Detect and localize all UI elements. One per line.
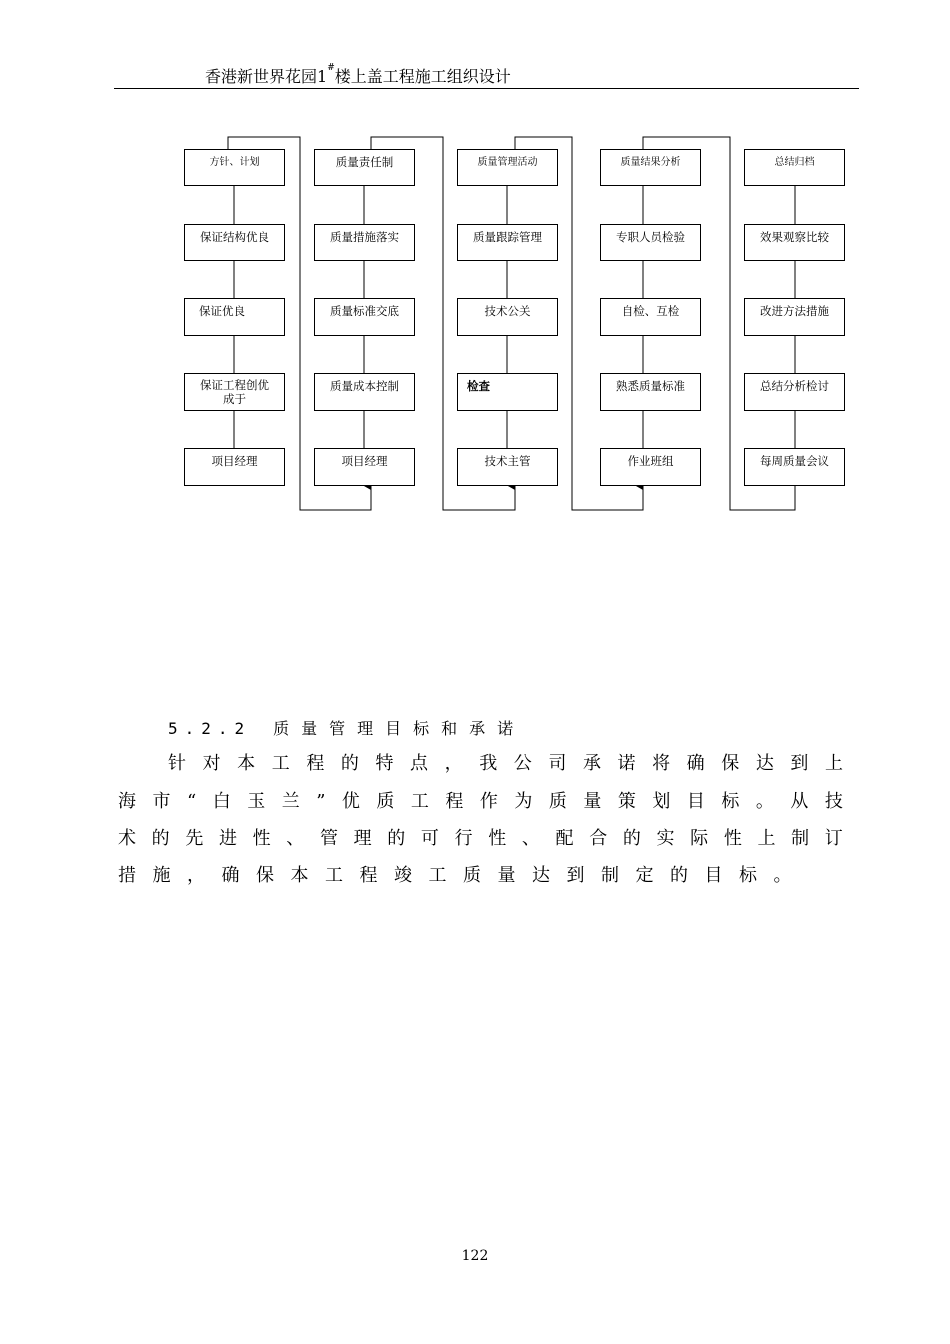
box-weekly-quality-meeting: 每周质量会议: [744, 448, 845, 486]
box-inspection: 检查: [457, 373, 558, 411]
box-improve-methods: 改进方法措施: [744, 298, 845, 336]
box-technical-tackling: 技术公关: [457, 298, 558, 336]
box-dedicated-inspection: 专职人员检验: [600, 224, 701, 261]
box-quality-management-activity: 质量管理活动: [457, 149, 558, 186]
box-policy-plan: 方针、计划: [184, 149, 285, 186]
header-title-prefix: 香港新世界花园1: [205, 67, 328, 86]
box-quality-result-analysis: 质量结果分析: [600, 149, 701, 186]
section-heading: [168, 716, 525, 739]
header-title-suffix: 楼上盖工程施工组织设计: [334, 67, 511, 86]
box-ensure-quality: 保证优良: [184, 298, 285, 336]
box-quality-cost-control: 质量成本控制: [314, 373, 415, 411]
box-summary-archive: 总结归档: [744, 149, 845, 186]
box-project-excellence: 保证工程创优成于: [184, 373, 285, 411]
box-quality-standard-briefing: 质量标准交底: [314, 298, 415, 336]
paragraph-line-1: 针 对 本 工 程 的 特 点 ， 我 公 司 承 诺 将 确 保 达 到 上: [168, 753, 843, 774]
box-quality-responsibility: 质量责任制: [314, 149, 415, 186]
box-work-team: 作业班组: [600, 448, 701, 486]
box-technical-supervisor: 技术主管: [457, 448, 558, 486]
box-effect-comparison: 效果观察比较: [744, 224, 845, 261]
box-self-mutual-check: 自检、互检: [600, 298, 701, 336]
box-structure-quality: 保证结构优良: [184, 224, 285, 261]
section-number: 5.2.2: [168, 719, 252, 738]
page-number: 122: [461, 1248, 489, 1264]
paragraph-line-3: 术 的 先 进 性 、 管 理 的 可 行 性 、 配 合 的 实 际 性 上 制 订: [118, 828, 843, 849]
box-know-quality-standard: 熟悉质量标准: [600, 373, 701, 411]
box-summary-analysis: 总结分析检讨: [744, 373, 845, 411]
box-quality-tracking: 质量跟踪管理: [457, 224, 558, 261]
header-title-sup: #: [327, 63, 335, 73]
paragraph-line-2: 海 市 “ 白 玉 兰 ” 优 质 工 程 作 为 质 量 策 划 目 标 。 从 技: [118, 791, 843, 812]
paragraph-line-4: 措 施 ， 确 保 本 工 程 竣 工 质 量 达 到 制 定 的 目 标 。: [118, 865, 792, 886]
box-project-manager-1: 项目经理: [184, 448, 285, 486]
section-title: 质量管理目标和承诺: [273, 719, 526, 738]
box-project-manager-2: 项目经理: [314, 448, 415, 486]
box-quality-measures: 质量措施落实: [314, 224, 415, 261]
